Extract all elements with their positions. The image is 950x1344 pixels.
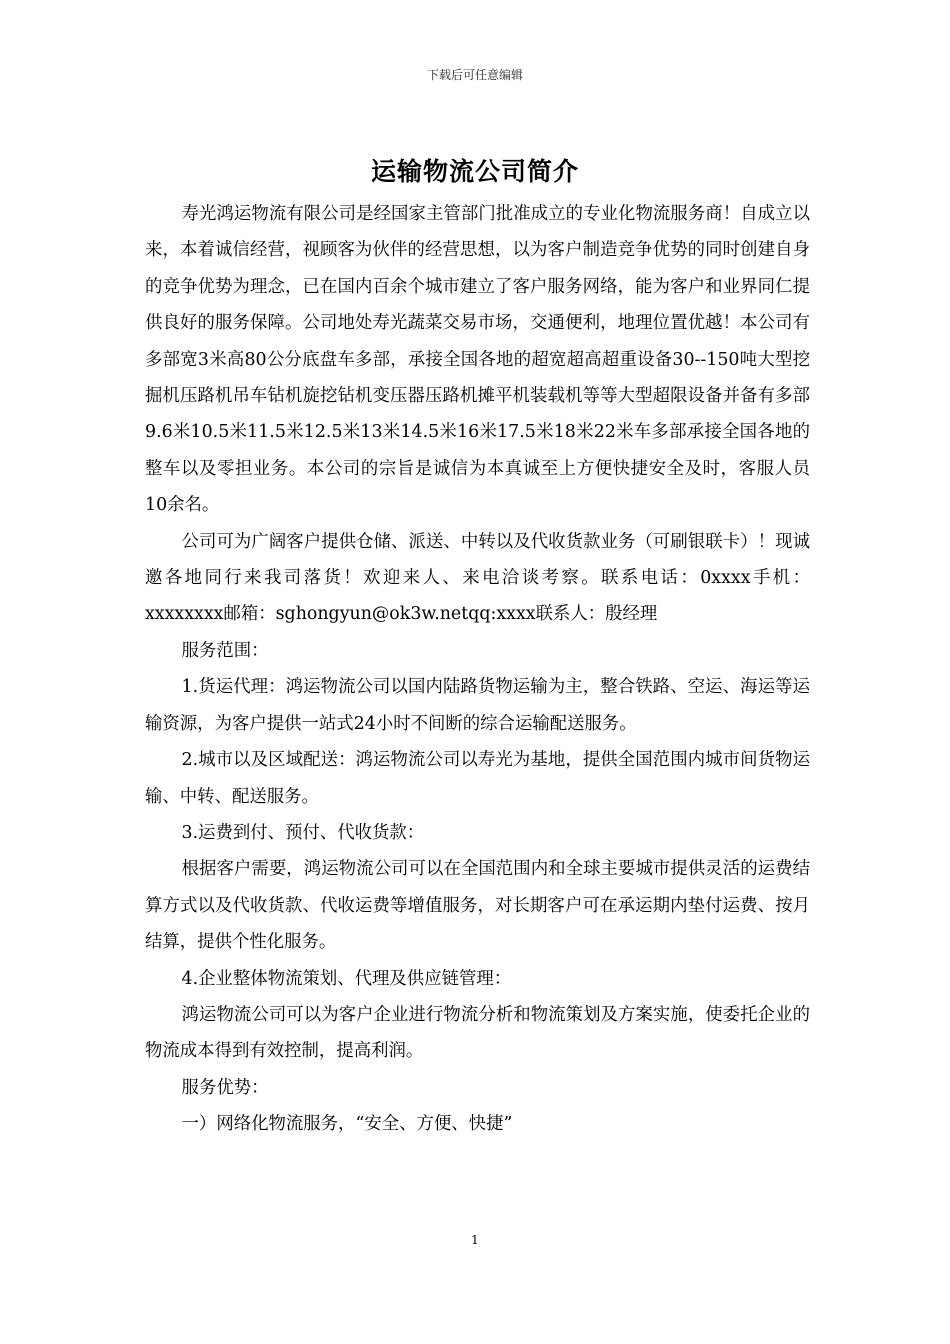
section-heading-service-advantages: 服务优势： — [181, 1077, 269, 1098]
service-item-city-delivery: 2.城市以及区域配送：鸿运物流公司以寿光为基地，提供全国范围内城市间货物运输、中转、配送服务。 — [145, 750, 810, 807]
document-body — [145, 196, 810, 1143]
document-title: 运输物流公司简介 — [370, 157, 579, 186]
page-number: 1 — [471, 1233, 479, 1247]
service-item-payment-heading: 3.运费到付、预付、代收货款： — [181, 822, 425, 843]
section-heading-service-scope: 服务范围： — [181, 640, 269, 661]
service-item-payment-description: 根据客户需要，鸿运物流公司可以在全国范围内和全球主要城市提供灵活的运费结算方式以及代收货款、代收运费等增值服务，对长期客户可在承运期内垫付运费、按月结算，提供个性化服务。 — [145, 859, 810, 953]
paragraph-intro: 寿光鸿运物流有限公司是经国家主管部门批准成立的专业化物流服务商！自成立以来，本着诚信经营，视顾客为伙伴的经营思想，以为客户制造竞争优势的同时创建自身的竞争优势为理念，已在国内百余个城市建立了客户服务网络，能为客户和业界同仁提供良好的服务保障。公司地处寿光蔬菜交易市场，交通便利，地理位置优越！本公司有多部宽3米高80公分底盘车多部，承接全国各地的超宽超高超重设备30--150吨大型挖掘机压路机吊车钻机旋挖钻机变压器压路机摊平机装载机等等大型超限设备并备有多部9.6米10.5米11.5米12.5米13米14.5米16米17.5米18米22米车多部承接全国各地的整车以及零担业务。本公司的宗旨是诚信为本真诚至上方便快捷安全及时，客服人员10余名。 — [145, 204, 810, 516]
service-item-supply-chain-description: 鸿运物流公司可以为客户企业进行物流分析和物流策划及方案实施，使委托企业的物流成本得到有效控制，提高利润。 — [145, 1004, 810, 1062]
service-item-supply-chain-heading: 4.企业整体物流策划、代理及供应链管理： — [181, 968, 512, 989]
paragraph-contact: 公司可为广阔客户提供仓储、派送、中转以及代收货款业务（可刷银联卡）！现诚邀各地同行来我司落货！欢迎来人、来电洽谈考察。联系电话：0xxxx手机：xxxxxxxx邮箱：sghongyun@ok3w.netqq:xxxx联系人：殷经理 — [145, 531, 810, 625]
header-note: 下载后可任意编辑 — [426, 68, 523, 82]
advantage-item-network: 一）网络化物流服务，“安全、方便、快捷” — [181, 1114, 513, 1135]
service-item-freight-agency: 1.货运代理：鸿运物流公司以国内陆路货物运输为主，整合铁路、空运、海运等运输资源，为客户提供一站式24小时不间断的综合运输配送服务。 — [145, 677, 810, 734]
